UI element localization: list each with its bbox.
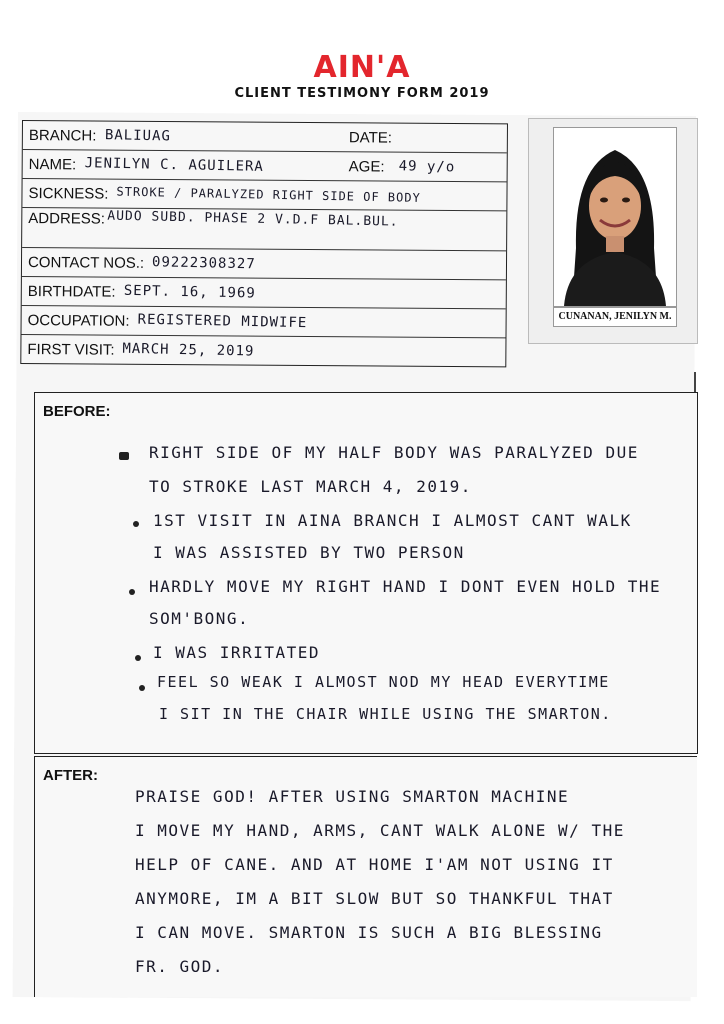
sickness-label: SICKNESS:: [28, 184, 109, 203]
date-label: DATE:: [348, 129, 393, 147]
client-info-table: [20, 120, 508, 367]
before-section: [34, 392, 698, 754]
after-title: AFTER:: [43, 767, 98, 784]
age-value: 49 y/o: [398, 158, 456, 176]
before-line-7: I WAS IRRITATED: [153, 643, 320, 662]
after-line-3: HELP OF CANE. AND AT HOME I'AM NOT USING IT: [135, 855, 614, 874]
portrait-illustration: [554, 128, 676, 306]
bullet: [133, 521, 139, 527]
after-line-1: PRAISE GOD! AFTER USING SMARTON MACHINE: [135, 787, 570, 806]
before-line-4: I WAS ASSISTED BY TWO PERSON: [153, 543, 465, 562]
after-line-6: FR. GOD.: [135, 957, 225, 976]
bullet: [129, 589, 135, 595]
contact-label: CONTACT NOS.:: [27, 253, 145, 272]
name-label: NAME:: [28, 155, 77, 173]
branch-label: BRANCH:: [28, 126, 97, 145]
branch-value: BALIUAG: [104, 127, 171, 145]
before-line-3: 1ST VISIT IN AINA BRANCH I ALMOST CANT WALK: [153, 511, 632, 530]
form-title: CLIENT TESTIMONY FORM 2019: [234, 86, 490, 101]
address-label: ADDRESS:: [28, 210, 106, 228]
before-line-9: I SIT IN THE CHAIR WHILE USING THE SMARTON.: [159, 705, 612, 723]
contact-row: [22, 248, 506, 280]
aina-logo: AIN'A: [313, 50, 411, 85]
after-line-4: ANYMORE, IM A BIT SLOW BUT SO THANKFUL THAT: [135, 889, 614, 908]
bullet: [135, 655, 141, 661]
before-line-1: RIGHT SIDE OF MY HALF BODY WAS PARALYZED DUE: [149, 443, 639, 462]
photo-caption: CUNANAN, JENILYN M.: [553, 307, 677, 327]
sickness-value: STROKE / PARALYZED RIGHT SIDE OF BODY: [116, 184, 421, 205]
after-section: [34, 756, 697, 997]
before-line-5: HARDLY MOVE MY RIGHT HAND I DONT EVEN HOLD THE: [149, 577, 662, 596]
name-value: JENILYN C. AGUILERA: [84, 155, 264, 175]
age-label: AGE:: [348, 158, 385, 176]
birthdate-label: BIRTHDATE:: [27, 282, 116, 301]
name-row: [23, 150, 507, 182]
address-value: AUDO SUBD. PHASE 2 V.D.F BAL.BUL.: [106, 208, 399, 230]
first-visit-label: FIRST VISIT:: [27, 340, 115, 359]
bullet-scribble: [119, 452, 129, 460]
before-title: BEFORE:: [43, 403, 111, 420]
after-line-2: I MOVE MY HAND, ARMS, CANT WALK ALONE W/ THE: [135, 821, 625, 840]
occupation-row: [21, 306, 505, 338]
branch-row: [23, 121, 507, 153]
before-line-8: FEEL SO WEAK I ALMOST NOD MY HEAD EVERYTIME: [157, 673, 610, 691]
first-visit-value: MARCH 25, 2019: [122, 340, 255, 360]
address-row: [22, 208, 506, 251]
photo-frame: [528, 118, 698, 344]
client-photo: [553, 127, 677, 307]
bullet: [139, 685, 145, 691]
contact-value: 09222308327: [151, 254, 257, 273]
occupation-value: REGISTERED MIDWIFE: [137, 311, 308, 332]
birthdate-row: [22, 277, 506, 309]
before-line-2: TO STROKE LAST MARCH 4, 2019.: [149, 477, 472, 496]
occupation-label: OCCUPATION:: [27, 311, 130, 330]
sickness-row: [22, 179, 506, 211]
after-line-5: I CAN MOVE. SMARTON IS SUCH A BIG BLESSING: [135, 923, 603, 942]
first-visit-row: [21, 335, 505, 366]
birthdate-value: SEPT. 16, 1969: [123, 282, 256, 302]
before-line-6: SOM'BONG.: [149, 609, 250, 628]
